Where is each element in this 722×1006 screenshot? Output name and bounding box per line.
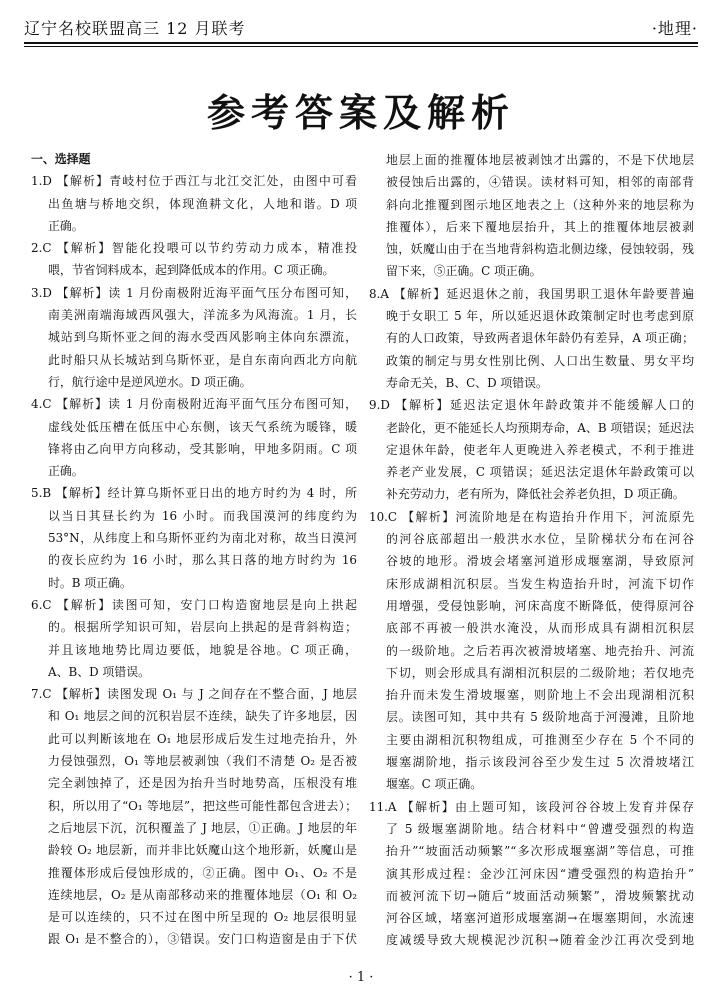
- text-line: 的河谷底部超出一般洪水水位，呈阶梯状分布在河谷: [386, 532, 694, 547]
- text-line: 被侵蚀后出露的，④错误。读材料可知，相邻的南部背: [386, 175, 694, 190]
- text-line: 此时船只从长城站到乌斯怀亚，是自东南向西北方向航: [48, 352, 357, 367]
- text-line: 的。根据所学知识可知，岩层向上拱起的是背斜构造；: [48, 620, 357, 635]
- text-line: 53°N，从纬度上和乌斯怀亚约为南北对称，故当日漠河: [48, 531, 357, 546]
- text-line: 跟 O₁ 是不整合的），③错误。安门口构造窗是由于下伏: [48, 932, 357, 947]
- text-line: 连续地层，O₂ 是从南部移动来的推覆体地层（O₁ 和 O₂: [48, 887, 357, 902]
- text-line: 地层上面的推覆体地层被剥蚀才出露的，不是下伏地层: [386, 153, 694, 167]
- text-line: 力侵蚀强烈，O₁ 等地层被剥蚀（我们不清楚 O₂ 是否被: [48, 754, 357, 769]
- text-line: 是可以连续的，只不过在图中所呈现的 O₂ 地层很明显: [48, 910, 357, 925]
- exam-title: 辽宁名校联盟高三 12 月联考: [24, 19, 246, 38]
- text-line: 留下来，⑤正确。C 项正确。: [386, 264, 542, 279]
- text-line: 底部不再被一般洪水淹没，从而形成具有湖相沉积层: [386, 621, 694, 636]
- text-line: 1.D 【解析】青岐村位于西江与北江交汇处，由图中可看: [31, 174, 357, 189]
- text-line: 完全剥蚀掉了，还是因为抬升当时地势高，压根没有堆: [48, 776, 357, 791]
- subject-label: ·地理·: [651, 19, 698, 38]
- left-column: [31, 148, 357, 951]
- page-header: [24, 14, 698, 40]
- text-line: 龄较 O₂ 地层新，而并非比妖魔山这个地形新，妖魔山是: [48, 843, 357, 858]
- text-line: 的一级阶地。之后若再次被滑坡堵塞、地壳抬升、河流: [386, 643, 694, 658]
- page-number: · 1 ·: [348, 970, 374, 985]
- text-line: 喂，节省饲料成本，起到降低成本的作用。C 项正确。: [48, 263, 335, 278]
- text-line: 有的人口政策，导致两者退休年龄仍有差异，A 项正确；: [386, 331, 694, 346]
- text-line: 9.D 【解析】延迟法定退休年龄政策并不能缓解人口的: [369, 398, 694, 413]
- text-line: 政策的制定与男女性别比例、人口出生数量、男女平均: [386, 353, 694, 368]
- text-line: 8.A 【解析】延迟退休之前，我国男职工退休年龄要普遍: [369, 286, 694, 301]
- page-title: 参考答案及解析: [206, 91, 515, 135]
- text-line: 城站到乌斯怀亚之间的海水受西风影响主体向东漂流，: [48, 330, 357, 345]
- text-line: 寿命无关，B、C、D 项错误。: [386, 375, 548, 390]
- text-line: 斜向北推覆到图示地区地表之上（这种外来的地层称为: [386, 197, 694, 212]
- text-line: 和 O₁ 地层之间的沉积岩层不连续，缺失了许多地层，因: [48, 709, 357, 724]
- text-line: 抬升”“坡面活动频繁”“多次形成堰塞湖”等信息，可推: [386, 844, 694, 859]
- text-line: 并且该地地势比周边要低，地貌是谷地。C 项正确，: [48, 642, 357, 657]
- text-line: 10.C 【解析】河流阶地是在构造抬升作用下，河流原先: [369, 509, 694, 524]
- text-line: 堰塞湖阶地，指示该段河谷至少发生过 5 次滑坡堵江: [386, 755, 694, 770]
- text-line: 度减缓导致大规模泥沙沉积→随着金沙江再次受到地: [386, 933, 694, 948]
- text-line: 3.D 【解析】读 1 月份南极附近海平面气压分布图可知，: [31, 285, 357, 300]
- text-line: 锋将由乙向甲方向移动，受其影响，甲地多阴雨。C 项: [48, 441, 357, 456]
- text-line: 南美洲南端海域西风强大，洋流多为风海流。1 月，长: [48, 308, 357, 323]
- text-line: 11.A 【解析】由上题可知，该段河谷谷坡上发育并保存: [369, 799, 694, 814]
- text-line: 下切，则会形成具有湖相沉积层的二级阶地；若仅地壳: [386, 665, 694, 680]
- text-line: 蚀，妖魔山由于在当地背斜构造北侧边缘，侵蚀较弱，残: [386, 242, 694, 257]
- text-line: 此可以判断该地在 O₁ 地层形成后发生过地壳抬升，外: [48, 731, 357, 746]
- text-line: 时。B 项正确。: [48, 575, 132, 590]
- text-line: 积，所以用了“O₁ 等地层”，把这些可能性都包含进去）；: [48, 798, 357, 813]
- text-line: 2.C 【解析】智能化投喂可以节约劳动力成本，精准投: [31, 241, 357, 256]
- text-line: 5.B 【解析】经计算乌斯怀亚日出的地方时约为 4 时，所: [31, 486, 357, 501]
- text-line: 补充劳动力，老有所为，降低社会养老负担，D 项正确。: [386, 487, 685, 502]
- text-line: 而被河流下切→随后“坡面活动频繁”，滑坡频繁扰动: [386, 888, 694, 903]
- text-line: 4.C 【解析】读 1 月份南极附近海平面气压分布图可知，: [31, 397, 357, 412]
- text-line: 层。读图可知，其中共有 5 级阶地高于河漫滩，且阶地: [386, 710, 694, 725]
- text-line: 以当日其昼长约为 16 小时。而我国漠河的纬度约为: [48, 508, 357, 523]
- text-line: 床形成湖相沉积层。当发生构造抬升时，河流下切作: [386, 576, 694, 591]
- text-line: 6.C 【解析】读图可知，安门口构造窗地层是向上拱起: [31, 597, 357, 612]
- text-line: 出鱼塘与桥地交织，体现渔耕文化，人地和谐。D 项: [48, 196, 357, 211]
- text-line: 晚于女职工 5 年，所以延迟退休政策制定时也考虑到原: [386, 309, 694, 324]
- text-line: 推覆体形成后侵蚀形成的，②正确。图中 O₁、O₂ 不是: [48, 865, 357, 880]
- header-rule-thick: [24, 42, 698, 44]
- text-line: 的夜长应约为 16 小时，那么其日落的地方时约为 16: [48, 553, 357, 568]
- text-line: 7.C 【解析】读图发现 O₁ 与 J 之间存在不整合面，J 地层: [31, 687, 357, 702]
- section-title: 一、选择题: [31, 152, 91, 166]
- text-line: 正确。: [48, 464, 84, 479]
- text-line: 主要由湖相沉积物组成，可推测至少存在 5 个不同的: [386, 732, 694, 747]
- text-line: 堰塞。C 项正确。: [386, 777, 483, 792]
- text-line: 正确。: [48, 218, 84, 233]
- text-line: A、B、D 项错误。: [48, 664, 150, 679]
- text-line: 养老产业发展，C 项错误；延迟法定退休年龄政策可以: [386, 465, 694, 480]
- text-line: 河谷区域，堵塞河道形成堰塞湖→在堰塞期间，水流速: [386, 911, 694, 926]
- text-line: 推覆体），后来下覆地层抬升，其上的推覆体地层被剥: [386, 219, 694, 234]
- text-line: 之后地层下沉，沉积覆盖了 J 地层，①正确。J 地层的年: [48, 820, 357, 835]
- text-line: 抬升而未发生滑坡堰塞，则阶地上不会出现湖相沉积: [386, 688, 694, 703]
- text-line: 行，航行途中是逆风逆水。D 项正确。: [48, 374, 252, 389]
- text-line: 谷坡的地形。滑坡会堵塞河道形成堰塞湖，导致原河: [386, 554, 694, 569]
- text-line: 了 5 级堰塞湖阶地。结合材料中“曾遭受强烈的构造: [386, 821, 694, 836]
- text-line: 演其形成过程：金沙江河床因“遭受强烈的构造抬升”: [386, 866, 694, 881]
- right-column: [369, 149, 694, 952]
- text-line: 虚线处低压槽在低压中心东侧，该天气系统为暖锋，暖: [48, 419, 357, 434]
- header-rule-thin: [24, 46, 698, 47]
- text-line: 定退休年龄，使老年人更晚进入养老模式，不利于推进: [386, 442, 694, 457]
- text-line: 用增强，受侵蚀影响，河床高度不断降低，使得原河谷: [386, 598, 694, 613]
- text-line: 老龄化，更不能延长人均预期寿命，A、B 项错误；延迟法: [386, 420, 694, 435]
